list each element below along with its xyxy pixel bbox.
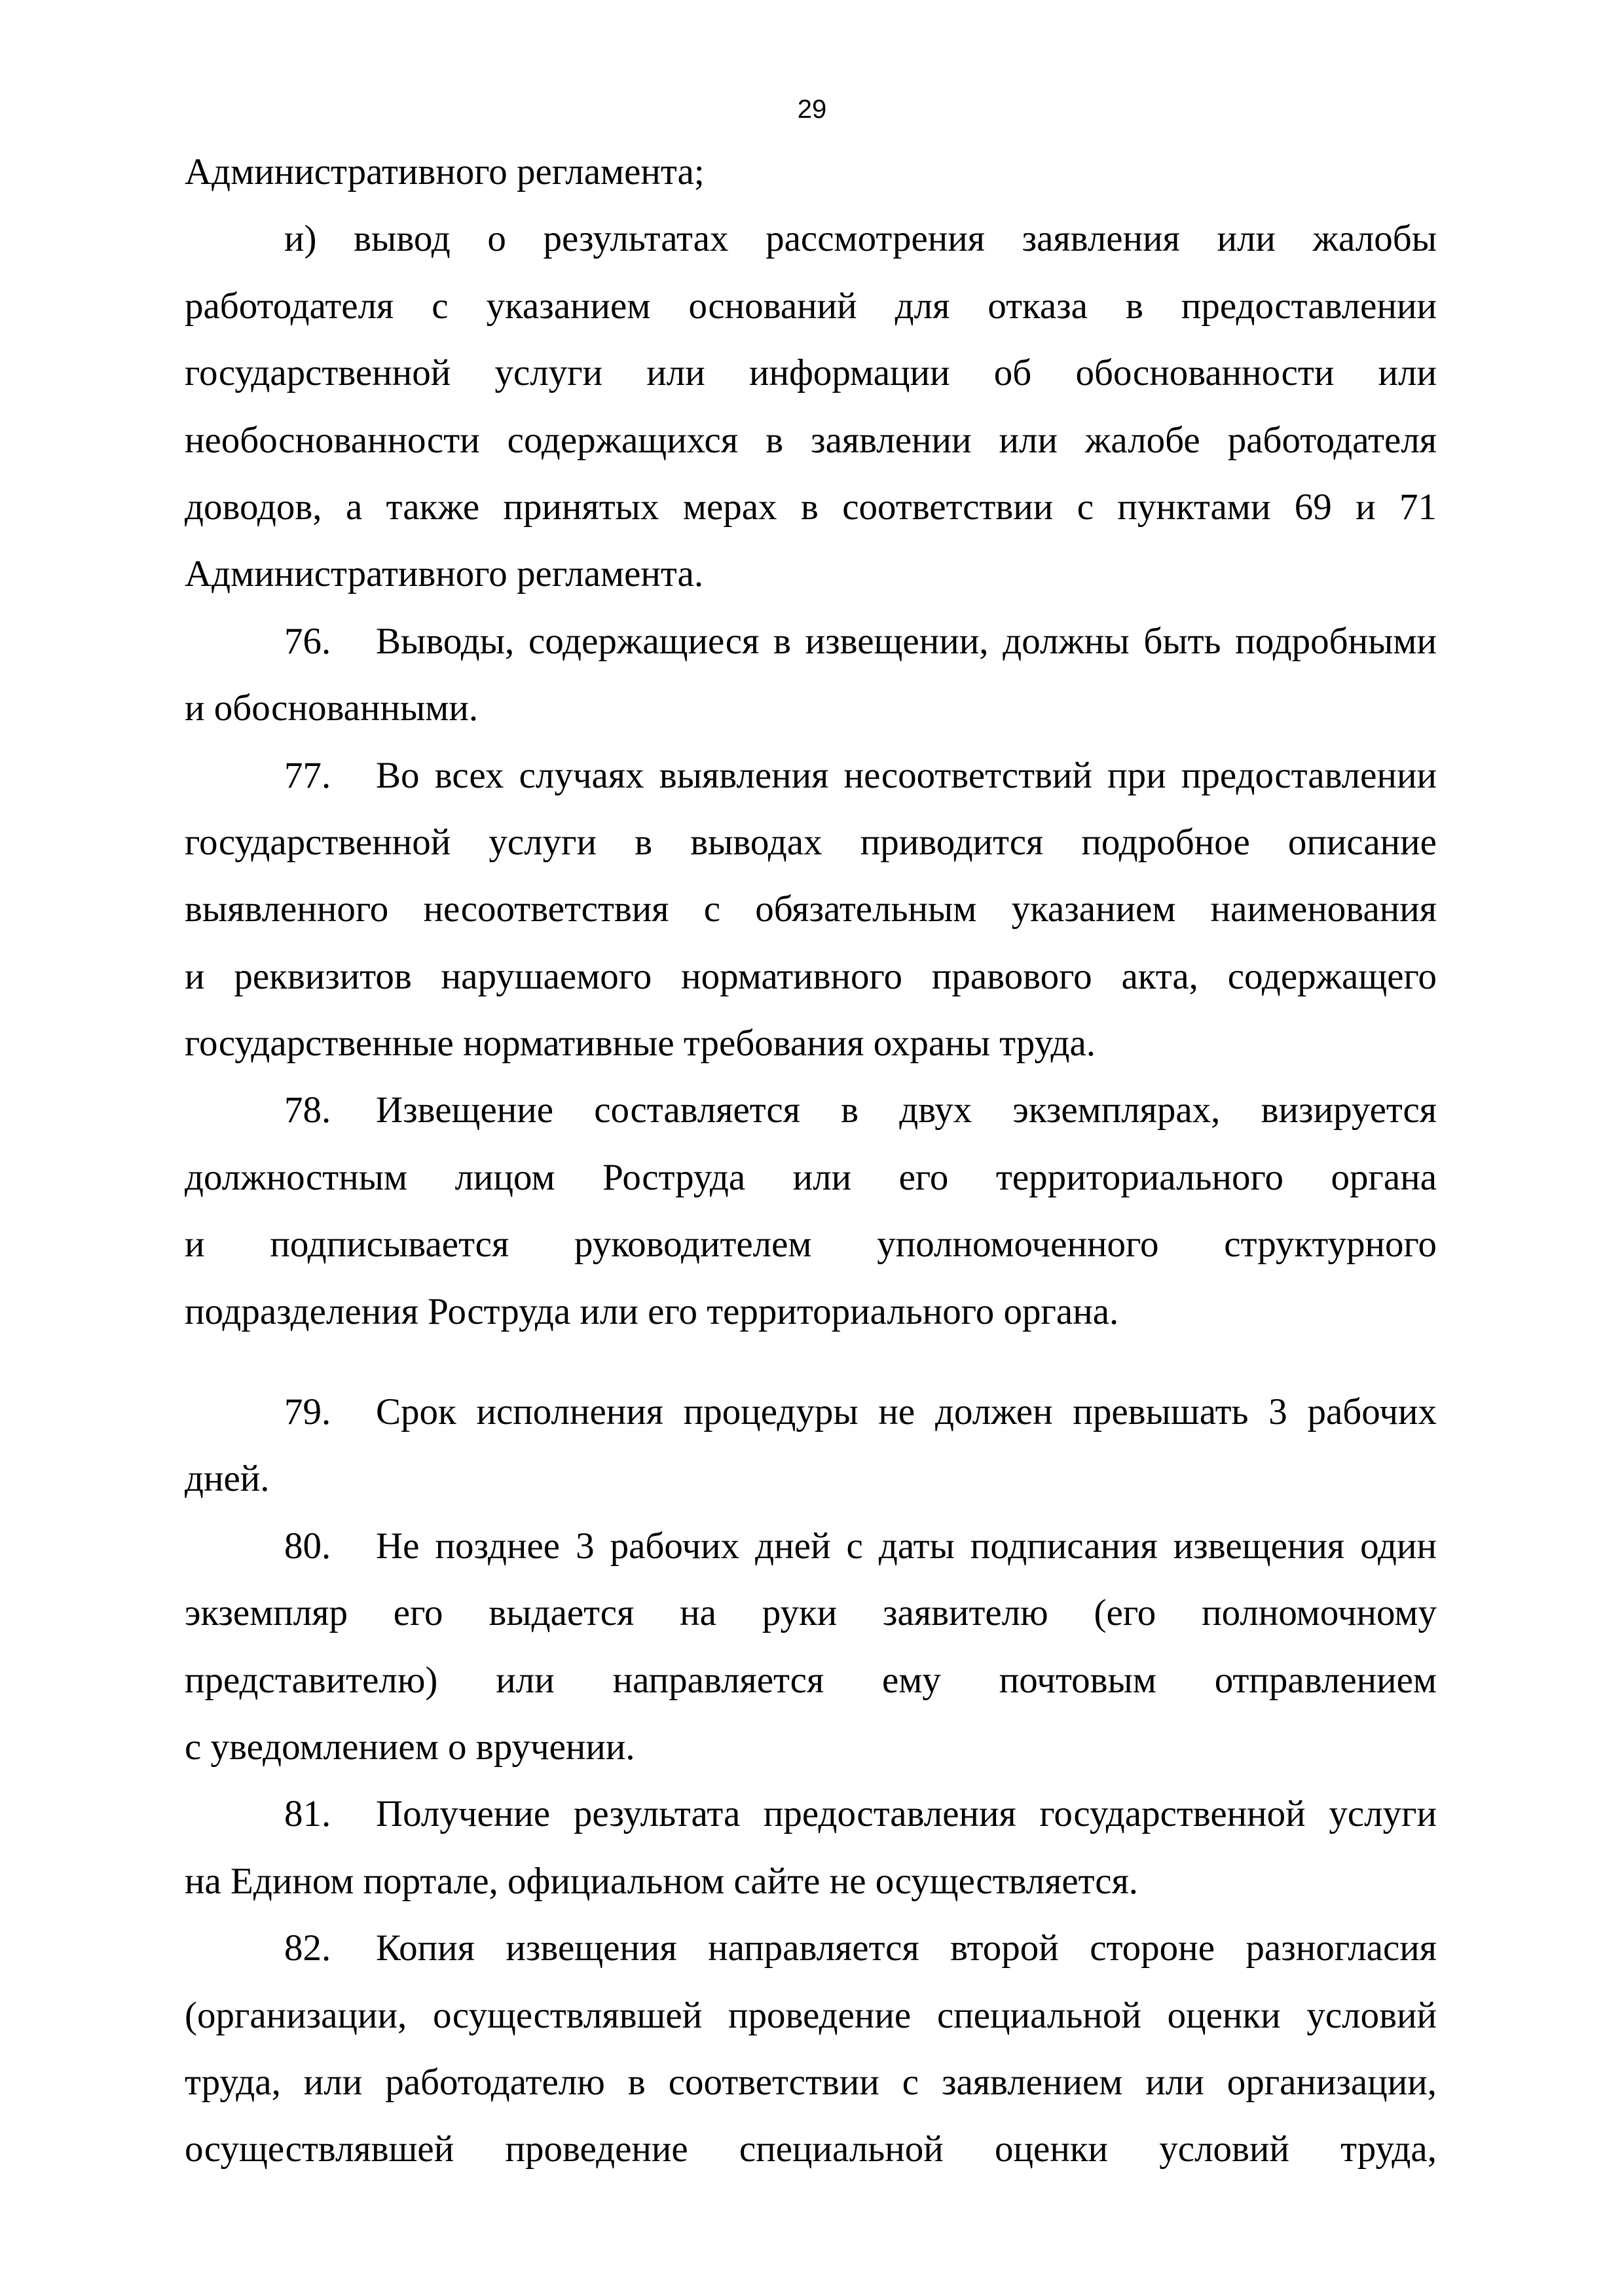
paragraph-number: 78.: [284, 1089, 331, 1131]
text-line: осуществлявшей проведение специальной оценки условий труда,: [185, 2128, 1437, 2170]
text-line: (организации, осуществлявшей проведение специальной оценки условий: [185, 1994, 1437, 2036]
paragraph-number: 82.: [284, 1927, 331, 1969]
text-line: подразделения Роструда или его территориального органа.: [185, 1290, 1119, 1332]
paragraph-77-first-line: [185, 742, 1437, 809]
text-line: доводов, а также принятых мерах в соответствии с пунктами 69 и 71: [185, 486, 1437, 528]
text-line: и) вывод о результатах рассмотрения заявления или жалобы: [284, 218, 1437, 260]
text-line: с уведомлением о вручении.: [185, 1726, 635, 1768]
text-line: Срок исполнения процедуры не должен превышать 3 рабочих: [376, 1391, 1437, 1433]
text-line: государственной услуги или информации об обоснованности или: [185, 352, 1437, 394]
paragraph-number: 76.: [284, 620, 331, 662]
paragraph-79-first-line: [185, 1379, 1437, 1446]
paragraph-80-first-line: [185, 1513, 1437, 1580]
text-line: и обоснованными.: [185, 687, 479, 729]
text-line: необоснованности содержащихся в заявлении или жалобе работодателя: [185, 419, 1437, 461]
text-line: на Едином портале, официальном сайте не осуществляется.: [185, 1860, 1139, 1902]
paragraph-76-first-line: [185, 608, 1437, 675]
paragraph-81-first-line: [185, 1781, 1437, 1848]
text-line: Административного регламента.: [185, 553, 704, 595]
text-line: государственной услуги в выводах приводится подробное описание: [185, 821, 1437, 863]
text-line: Административного регламента;: [185, 151, 705, 192]
text-line: Копия извещения направляется второй стороне разногласия: [376, 1927, 1437, 1969]
paragraph-number: 80.: [284, 1525, 331, 1567]
text-line: представителю) или направляется ему почтовым отправлением: [185, 1659, 1437, 1701]
text-line: дней.: [185, 1458, 270, 1500]
text-line: и реквизитов нарушаемого нормативного правового акта, содержащего: [185, 955, 1437, 997]
paragraph-number: 79.: [284, 1391, 331, 1433]
text-line: Во всех случаях выявления несоответствий при предоставлении: [376, 754, 1437, 796]
text-line: экземпляр его выдается на руки заявителю (его полномочному: [185, 1592, 1437, 1634]
text-line: работодателя с указанием оснований для отказа в предоставлении: [185, 285, 1437, 327]
text-line: выявленного несоответствия с обязательным указанием наименования: [185, 888, 1437, 930]
paragraph-78-first-line: [185, 1077, 1437, 1144]
text-line: Получение результата предоставления государственной услуги: [376, 1793, 1437, 1835]
paragraph-gap: [185, 1345, 1437, 1379]
text-line: труда, или работодателю в соответствии с заявлением или организации,: [185, 2061, 1437, 2103]
text-line: государственные нормативные требования охраны труда.: [185, 1023, 1096, 1065]
paragraph-number: 77.: [284, 754, 331, 796]
document-body: [185, 139, 1437, 2183]
text-line: должностным лицом Роструда или его территориального органа: [185, 1156, 1437, 1198]
paragraph-number: 81.: [284, 1793, 331, 1835]
text-line: Выводы, содержащиеся в извещении, должны быть подробными: [376, 620, 1437, 662]
text-line: Не позднее 3 рабочих дней с даты подписания извещения один: [376, 1525, 1437, 1567]
text-line: Извещение составляется в двух экземплярах, визируется: [376, 1089, 1437, 1131]
paragraph-82-first-line: [185, 1915, 1437, 1982]
text-line: и подписывается руководителем уполномоченного структурного: [185, 1224, 1437, 1266]
page-number: 29: [797, 95, 827, 124]
